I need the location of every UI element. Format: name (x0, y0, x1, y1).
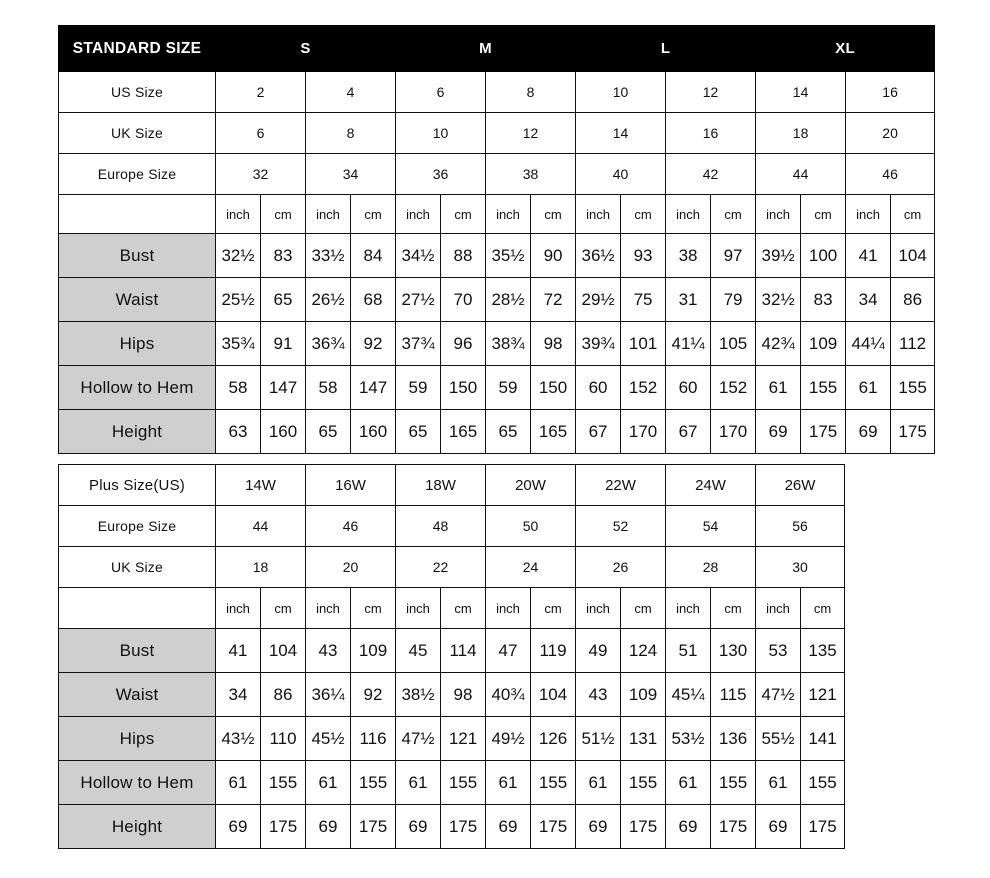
cell-waist-10: 31 (666, 278, 711, 322)
cell-hollow-6: 59 (486, 366, 531, 410)
cell-waist-12: 32½ (756, 278, 801, 322)
cell-hollow-1: 147 (261, 366, 306, 410)
plus-cell-bust-0: 41 (216, 629, 261, 673)
cell-plus-uk-5: 28 (666, 547, 756, 588)
plus-cell-height-13: 175 (801, 805, 845, 849)
plus-cell-height-2: 69 (306, 805, 351, 849)
plus-unit-cm-2: cm (441, 588, 486, 629)
cell-height-9: 170 (621, 410, 666, 454)
plus-cell-height-4: 69 (396, 805, 441, 849)
cell-hollow-2: 58 (306, 366, 351, 410)
plus-cell-hollow-1: 155 (261, 761, 306, 805)
table-row (59, 410, 935, 454)
standard-size-table-container (58, 25, 933, 454)
cell-height-7: 165 (531, 410, 576, 454)
plus-unit-cm-4: cm (621, 588, 666, 629)
cell-hollow-7: 150 (531, 366, 576, 410)
plus-unit-cm-1: cm (351, 588, 396, 629)
cell-uk-size-7: 20 (846, 113, 935, 154)
cell-plus-uk-6: 30 (756, 547, 845, 588)
cell-height-10: 67 (666, 410, 711, 454)
cell-height-12: 69 (756, 410, 801, 454)
unit-inch-6: inch (756, 195, 801, 234)
plus-row-label-hips: Hips (59, 717, 216, 761)
row-label-us-size: US Size (59, 72, 216, 113)
cell-hollow-10: 60 (666, 366, 711, 410)
cell-height-11: 170 (711, 410, 756, 454)
cell-hips-13: 109 (801, 322, 846, 366)
cell-plus-uk-2: 22 (396, 547, 486, 588)
cell-waist-7: 72 (531, 278, 576, 322)
cell-plus-size-6: 26W (756, 465, 845, 506)
unit-inch-5: inch (666, 195, 711, 234)
cell-bust-8: 36½ (576, 234, 621, 278)
plus-cell-hips-3: 116 (351, 717, 396, 761)
cell-height-4: 65 (396, 410, 441, 454)
cell-bust-14: 41 (846, 234, 891, 278)
cell-eu-size-5: 42 (666, 154, 756, 195)
unit-cm-0: cm (261, 195, 306, 234)
cell-height-14: 69 (846, 410, 891, 454)
cell-uk-size-2: 10 (396, 113, 486, 154)
standard-group-m: M (396, 26, 576, 72)
table-row (59, 805, 845, 849)
unit-inch-7: inch (846, 195, 891, 234)
cell-bust-6: 35½ (486, 234, 531, 278)
cell-eu-size-1: 34 (306, 154, 396, 195)
table-row (59, 761, 845, 805)
plus-cell-height-12: 69 (756, 805, 801, 849)
cell-bust-1: 83 (261, 234, 306, 278)
cell-hips-2: 36¾ (306, 322, 351, 366)
plus-header-row (59, 465, 845, 506)
cell-eu-size-7: 46 (846, 154, 935, 195)
row-label-hips: Hips (59, 322, 216, 366)
plus-unit-inch-0: inch (216, 588, 261, 629)
cell-height-0: 63 (216, 410, 261, 454)
table-row (59, 113, 935, 154)
cell-hips-7: 98 (531, 322, 576, 366)
plus-cell-hollow-4: 61 (396, 761, 441, 805)
plus-size-table (58, 464, 845, 849)
cell-hips-11: 105 (711, 322, 756, 366)
unit-cm-4: cm (621, 195, 666, 234)
plus-cell-hips-4: 47½ (396, 717, 441, 761)
cell-hips-14: 44¼ (846, 322, 891, 366)
cell-hollow-9: 152 (621, 366, 666, 410)
plus-cell-waist-13: 121 (801, 673, 845, 717)
plus-cell-hollow-7: 155 (531, 761, 576, 805)
plus-cell-bust-11: 130 (711, 629, 756, 673)
row-label-waist: Waist (59, 278, 216, 322)
plus-cell-height-0: 69 (216, 805, 261, 849)
plus-cell-height-5: 175 (441, 805, 486, 849)
plus-cell-waist-4: 38½ (396, 673, 441, 717)
table-row (59, 547, 845, 588)
plus-cell-waist-12: 47½ (756, 673, 801, 717)
cell-hollow-5: 150 (441, 366, 486, 410)
cell-hips-4: 37¾ (396, 322, 441, 366)
plus-cell-height-10: 69 (666, 805, 711, 849)
plus-row-label-bust: Bust (59, 629, 216, 673)
plus-size-table-container (58, 464, 843, 849)
cell-height-13: 175 (801, 410, 846, 454)
plus-cell-hips-5: 121 (441, 717, 486, 761)
cell-hips-10: 41¼ (666, 322, 711, 366)
unit-inch-1: inch (306, 195, 351, 234)
cell-bust-2: 33½ (306, 234, 351, 278)
plus-cell-waist-11: 115 (711, 673, 756, 717)
plus-cell-hips-12: 55½ (756, 717, 801, 761)
plus-cell-hips-11: 136 (711, 717, 756, 761)
plus-unit-cm-0: cm (261, 588, 306, 629)
table-row (59, 234, 935, 278)
cell-plus-eu-6: 56 (756, 506, 845, 547)
plus-cell-waist-3: 92 (351, 673, 396, 717)
table-row (59, 154, 935, 195)
plus-cell-waist-9: 109 (621, 673, 666, 717)
table-row (59, 366, 935, 410)
cell-height-6: 65 (486, 410, 531, 454)
cell-waist-6: 28½ (486, 278, 531, 322)
plus-cell-hollow-6: 61 (486, 761, 531, 805)
plus-cell-hips-10: 53½ (666, 717, 711, 761)
cell-plus-eu-1: 46 (306, 506, 396, 547)
unit-cm-2: cm (441, 195, 486, 234)
cell-bust-3: 84 (351, 234, 396, 278)
cell-hollow-14: 61 (846, 366, 891, 410)
plus-cell-hips-6: 49½ (486, 717, 531, 761)
plus-cell-bust-4: 45 (396, 629, 441, 673)
plus-unit-inch-5: inch (666, 588, 711, 629)
unit-inch-4: inch (576, 195, 621, 234)
cell-hips-3: 92 (351, 322, 396, 366)
cell-hips-15: 112 (891, 322, 935, 366)
table-row (59, 506, 845, 547)
cell-plus-eu-0: 44 (216, 506, 306, 547)
cell-plus-size-3: 20W (486, 465, 576, 506)
cell-waist-9: 75 (621, 278, 666, 322)
plus-table-title: Plus Size(US) (59, 465, 216, 506)
table-row (59, 278, 935, 322)
plus-row-label-europe-size: Europe Size (59, 506, 216, 547)
cell-bust-12: 39½ (756, 234, 801, 278)
cell-height-15: 175 (891, 410, 935, 454)
cell-hips-9: 101 (621, 322, 666, 366)
cell-us-size-3: 8 (486, 72, 576, 113)
cell-plus-size-0: 14W (216, 465, 306, 506)
unit-cm-7: cm (891, 195, 935, 234)
cell-us-size-0: 2 (216, 72, 306, 113)
plus-cell-height-1: 175 (261, 805, 306, 849)
standard-group-s: S (216, 26, 396, 72)
plus-cell-waist-2: 36¼ (306, 673, 351, 717)
plus-cell-bust-9: 124 (621, 629, 666, 673)
plus-unit-inch-1: inch (306, 588, 351, 629)
plus-cell-waist-5: 98 (441, 673, 486, 717)
plus-cell-waist-8: 43 (576, 673, 621, 717)
plus-cell-bust-13: 135 (801, 629, 845, 673)
cell-bust-0: 32½ (216, 234, 261, 278)
plus-cell-hips-13: 141 (801, 717, 845, 761)
cell-hollow-8: 60 (576, 366, 621, 410)
cell-height-8: 67 (576, 410, 621, 454)
cell-plus-eu-5: 54 (666, 506, 756, 547)
cell-waist-8: 29½ (576, 278, 621, 322)
cell-uk-size-3: 12 (486, 113, 576, 154)
cell-us-size-5: 12 (666, 72, 756, 113)
plus-cell-hollow-12: 61 (756, 761, 801, 805)
row-label-bust: Bust (59, 234, 216, 278)
cell-hollow-0: 58 (216, 366, 261, 410)
unit-inch-0: inch (216, 195, 261, 234)
plus-cell-bust-12: 53 (756, 629, 801, 673)
plus-unit-inch-4: inch (576, 588, 621, 629)
plus-cell-bust-3: 109 (351, 629, 396, 673)
plus-cell-waist-7: 104 (531, 673, 576, 717)
unit-inch-2: inch (396, 195, 441, 234)
plus-row-label-uk-size: UK Size (59, 547, 216, 588)
table-row (59, 629, 845, 673)
plus-cell-bust-10: 51 (666, 629, 711, 673)
cell-uk-size-6: 18 (756, 113, 846, 154)
cell-bust-9: 93 (621, 234, 666, 278)
cell-plus-eu-4: 52 (576, 506, 666, 547)
cell-plus-eu-2: 48 (396, 506, 486, 547)
plus-cell-hollow-0: 61 (216, 761, 261, 805)
plus-cell-hips-1: 110 (261, 717, 306, 761)
cell-bust-4: 34½ (396, 234, 441, 278)
cell-bust-10: 38 (666, 234, 711, 278)
cell-uk-size-1: 8 (306, 113, 396, 154)
cell-hollow-4: 59 (396, 366, 441, 410)
standard-table-title: STANDARD SIZE (59, 26, 216, 72)
unit-cm-3: cm (531, 195, 576, 234)
cell-waist-1: 65 (261, 278, 306, 322)
plus-cell-bust-6: 47 (486, 629, 531, 673)
cell-hollow-15: 155 (891, 366, 935, 410)
row-label-uk-size: UK Size (59, 113, 216, 154)
plus-unit-cm-3: cm (531, 588, 576, 629)
row-label-europe-size: Europe Size (59, 154, 216, 195)
unit-cm-6: cm (801, 195, 846, 234)
table-row (59, 72, 935, 113)
cell-plus-size-1: 16W (306, 465, 396, 506)
plus-cell-waist-0: 34 (216, 673, 261, 717)
cell-hips-0: 35¾ (216, 322, 261, 366)
standard-header-row (59, 26, 935, 72)
plus-cell-hollow-8: 61 (576, 761, 621, 805)
cell-waist-4: 27½ (396, 278, 441, 322)
cell-uk-size-5: 16 (666, 113, 756, 154)
plus-cell-waist-6: 40¾ (486, 673, 531, 717)
table-row (59, 717, 845, 761)
plus-cell-hollow-2: 61 (306, 761, 351, 805)
cell-plus-size-2: 18W (396, 465, 486, 506)
cell-waist-0: 25½ (216, 278, 261, 322)
plus-cell-waist-10: 45¼ (666, 673, 711, 717)
row-label-hollow-to-hem: Hollow to Hem (59, 366, 216, 410)
plus-row-label-height: Height (59, 805, 216, 849)
cell-hollow-12: 61 (756, 366, 801, 410)
unit-inch-3: inch (486, 195, 531, 234)
standard-size-table (58, 25, 935, 454)
cell-bust-7: 90 (531, 234, 576, 278)
cell-bust-15: 104 (891, 234, 935, 278)
plus-unit-cm-5: cm (711, 588, 756, 629)
cell-eu-size-3: 38 (486, 154, 576, 195)
cell-plus-uk-3: 24 (486, 547, 576, 588)
plus-row-label-units (59, 588, 216, 629)
plus-cell-hollow-13: 155 (801, 761, 845, 805)
cell-height-3: 160 (351, 410, 396, 454)
cell-hollow-11: 152 (711, 366, 756, 410)
plus-row-label-hollow-to-hem: Hollow to Hem (59, 761, 216, 805)
cell-height-2: 65 (306, 410, 351, 454)
cell-hips-6: 38¾ (486, 322, 531, 366)
cell-us-size-6: 14 (756, 72, 846, 113)
cell-waist-5: 70 (441, 278, 486, 322)
plus-unit-inch-3: inch (486, 588, 531, 629)
cell-hollow-13: 155 (801, 366, 846, 410)
cell-uk-size-0: 6 (216, 113, 306, 154)
cell-plus-size-5: 24W (666, 465, 756, 506)
plus-unit-inch-2: inch (396, 588, 441, 629)
plus-cell-hips-9: 131 (621, 717, 666, 761)
standard-units-row (59, 195, 935, 234)
plus-cell-waist-1: 86 (261, 673, 306, 717)
cell-eu-size-6: 44 (756, 154, 846, 195)
plus-cell-hollow-5: 155 (441, 761, 486, 805)
standard-group-l: L (576, 26, 756, 72)
plus-cell-hips-7: 126 (531, 717, 576, 761)
table-row (59, 322, 935, 366)
cell-eu-size-2: 36 (396, 154, 486, 195)
plus-cell-height-9: 175 (621, 805, 666, 849)
plus-cell-hips-2: 45½ (306, 717, 351, 761)
row-label-units (59, 195, 216, 234)
plus-cell-hips-8: 51½ (576, 717, 621, 761)
cell-us-size-4: 10 (576, 72, 666, 113)
cell-height-1: 160 (261, 410, 306, 454)
cell-us-size-2: 6 (396, 72, 486, 113)
row-label-height: Height (59, 410, 216, 454)
cell-hips-12: 42¾ (756, 322, 801, 366)
plus-cell-hips-0: 43½ (216, 717, 261, 761)
plus-cell-bust-7: 119 (531, 629, 576, 673)
cell-eu-size-0: 32 (216, 154, 306, 195)
cell-waist-11: 79 (711, 278, 756, 322)
plus-units-row (59, 588, 845, 629)
cell-waist-13: 83 (801, 278, 846, 322)
cell-bust-13: 100 (801, 234, 846, 278)
plus-cell-height-11: 175 (711, 805, 756, 849)
cell-plus-uk-0: 18 (216, 547, 306, 588)
cell-height-5: 165 (441, 410, 486, 454)
cell-hips-8: 39¾ (576, 322, 621, 366)
plus-cell-hollow-3: 155 (351, 761, 396, 805)
cell-hollow-3: 147 (351, 366, 396, 410)
cell-us-size-1: 4 (306, 72, 396, 113)
plus-cell-height-7: 175 (531, 805, 576, 849)
cell-us-size-7: 16 (846, 72, 935, 113)
cell-waist-14: 34 (846, 278, 891, 322)
cell-bust-5: 88 (441, 234, 486, 278)
plus-cell-height-3: 175 (351, 805, 396, 849)
plus-cell-bust-5: 114 (441, 629, 486, 673)
cell-plus-size-4: 22W (576, 465, 666, 506)
cell-hips-5: 96 (441, 322, 486, 366)
plus-cell-height-8: 69 (576, 805, 621, 849)
cell-uk-size-4: 14 (576, 113, 666, 154)
cell-plus-uk-1: 20 (306, 547, 396, 588)
plus-cell-hollow-9: 155 (621, 761, 666, 805)
cell-bust-11: 97 (711, 234, 756, 278)
unit-cm-5: cm (711, 195, 756, 234)
plus-cell-bust-2: 43 (306, 629, 351, 673)
plus-cell-hollow-10: 61 (666, 761, 711, 805)
plus-unit-cm-6: cm (801, 588, 845, 629)
cell-eu-size-4: 40 (576, 154, 666, 195)
plus-cell-bust-1: 104 (261, 629, 306, 673)
plus-cell-bust-8: 49 (576, 629, 621, 673)
plus-row-label-waist: Waist (59, 673, 216, 717)
cell-plus-eu-3: 50 (486, 506, 576, 547)
cell-waist-2: 26½ (306, 278, 351, 322)
cell-hips-1: 91 (261, 322, 306, 366)
cell-plus-uk-4: 26 (576, 547, 666, 588)
plus-cell-hollow-11: 155 (711, 761, 756, 805)
plus-cell-height-6: 69 (486, 805, 531, 849)
standard-group-xl: XL (756, 26, 935, 72)
cell-waist-3: 68 (351, 278, 396, 322)
cell-waist-15: 86 (891, 278, 935, 322)
plus-unit-inch-6: inch (756, 588, 801, 629)
table-row (59, 673, 845, 717)
unit-cm-1: cm (351, 195, 396, 234)
